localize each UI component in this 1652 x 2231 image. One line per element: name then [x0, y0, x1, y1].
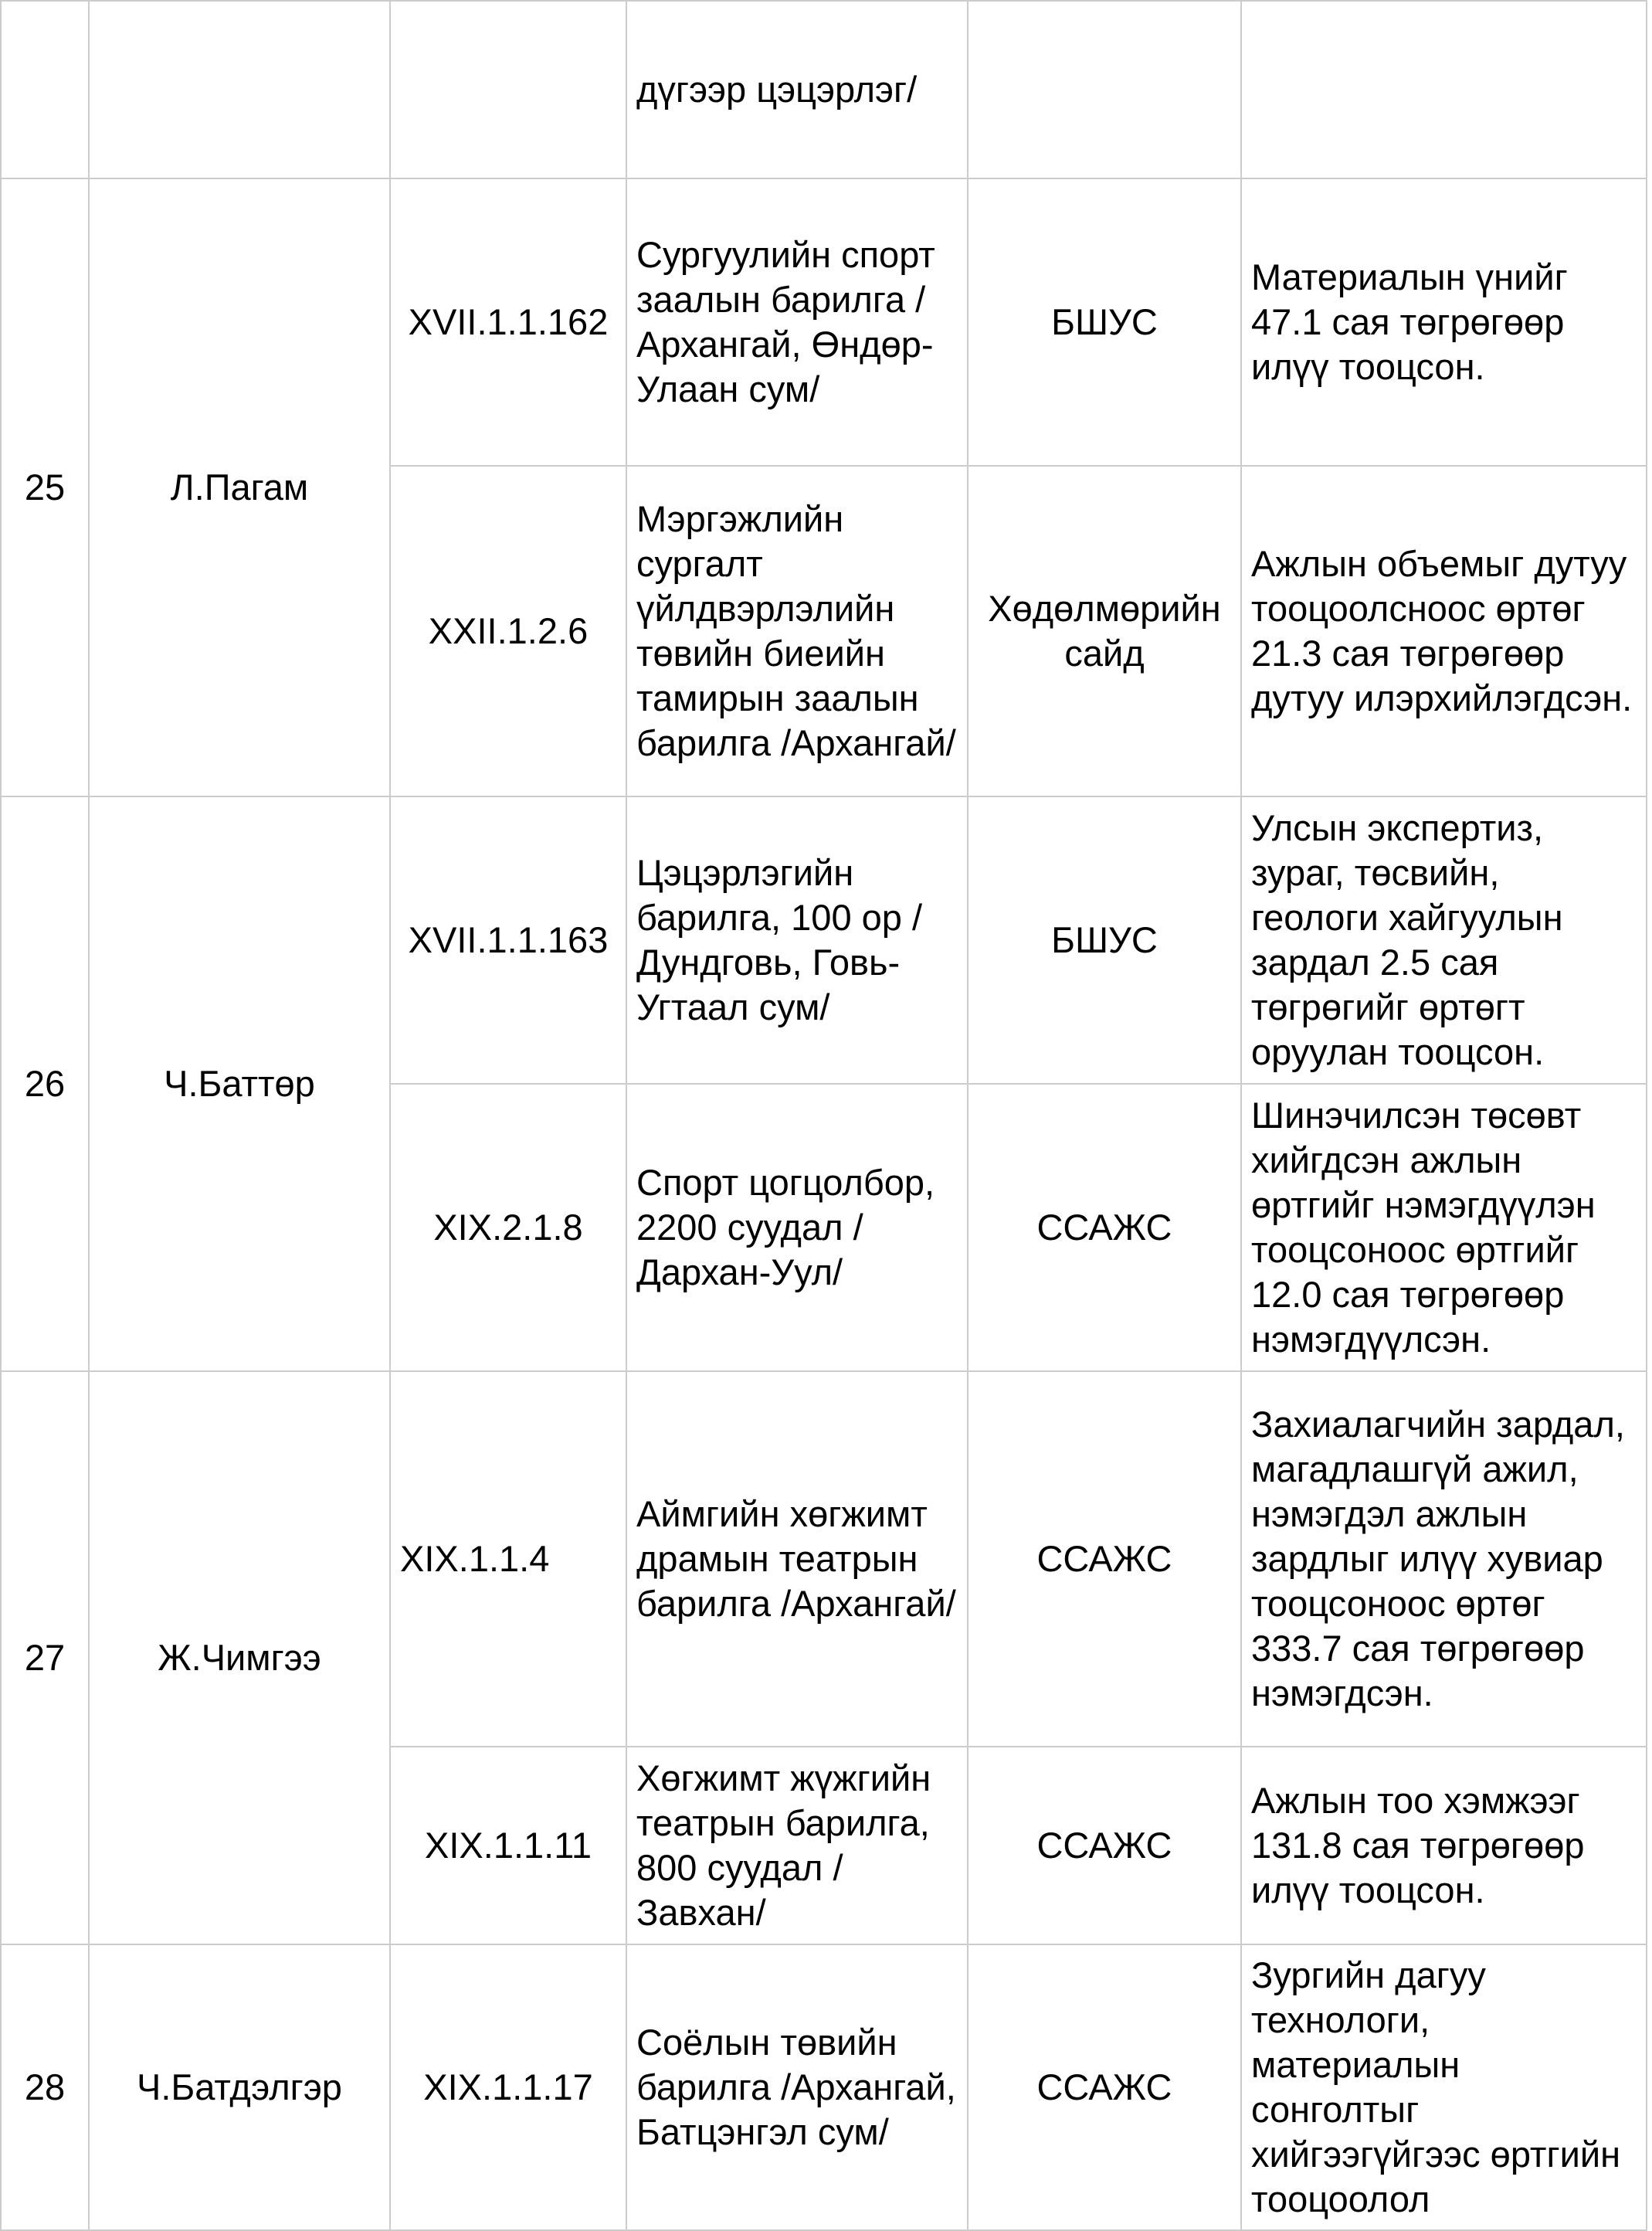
code-cell: XIX.1.1.11	[390, 1747, 626, 1944]
person-name-cell: Ч.Баттөр	[89, 796, 390, 1371]
note-cell: Ажлын объемыг дутуу тооцоолсноос өртөг 21.3 сая төгрөгөөр дутуу илэрхийлэгдсэн.	[1241, 466, 1647, 796]
project-cell: Соёлын төвийн барилга /Архангай, Батцэнгэл сум/	[626, 1944, 968, 2230]
code-cell: XVII.1.1.163	[390, 796, 626, 1084]
project-cell: Мэргэжлийн сургалт үйлдвэрлэлийн төвийн биеийн тамирын заалын барилга /Архангай/	[626, 466, 968, 796]
note-cell: Шинэчилсэн төсөвт хийгдсэн ажлын өртгийг нэмэгдүүлэн тооцсоноос өртгийг 12.0 сая төгрөгөөр нэмэгдүүлсэн.	[1241, 1084, 1647, 1371]
note-cell: Захиалагчийн зардал, магадлашгүй ажил, нэмэгдэл ажлын зардлыг илүү хувиар тооцсоноос өртөг 333.7 сая төгрөгөөр нэмэгдсэн.	[1241, 1371, 1647, 1747]
code-cell: XXII.1.2.6	[390, 466, 626, 796]
row-number-cell: 25	[1, 178, 89, 796]
note-cell: Улсын экспертиз, зураг, төсвийн, геологи хайгуулын зардал 2.5 сая төгрөгийг өртөгт оруулан тооцсон.	[1241, 796, 1647, 1084]
organization-cell: ССАЖС	[968, 1371, 1241, 1747]
table-row	[1, 1944, 1647, 2230]
table-row	[1, 1, 1647, 178]
code-cell: XIX.1.1.17	[390, 1944, 626, 2230]
organization-cell	[968, 1, 1241, 178]
code-cell	[390, 1, 626, 178]
project-cell: Спорт цогцолбор, 2200 суудал /Дархан-Уул/	[626, 1084, 968, 1371]
project-cell: Цэцэрлэгийн барилга, 100 ор /Дундговь, Говь-Угтаал сум/	[626, 796, 968, 1084]
organization-cell: БШУС	[968, 178, 1241, 466]
row-number-cell: 28	[1, 1944, 89, 2230]
person-name-cell: Ж.Чимгээ	[89, 1371, 390, 1944]
note-cell: Ажлын тоо хэмжээг 131.8 сая төгрөгөөр илүү тооцсон.	[1241, 1747, 1647, 1944]
project-cell: Хөгжимт жүжгийн театрын барилга, 800 суудал /Завхан/	[626, 1747, 968, 1944]
table-row	[1, 1371, 1647, 1747]
table-row	[1, 178, 1647, 466]
organization-cell: БШУС	[968, 796, 1241, 1084]
project-cell: Аймгийн хөгжимт драмын театрын барилга /Архангай/	[626, 1371, 968, 1747]
row-number-cell: 27	[1, 1371, 89, 1944]
person-name-cell	[89, 1, 390, 178]
person-name-cell: Л.Пагам	[89, 178, 390, 796]
row-number-cell	[1, 1, 89, 178]
project-cell: дүгээр цэцэрлэг/	[626, 1, 968, 178]
organization-cell: ССАЖС	[968, 1747, 1241, 1944]
code-cell: XIX.1.1.4	[390, 1371, 626, 1747]
organization-cell: ССАЖС	[968, 1944, 1241, 2230]
organization-cell: ССАЖС	[968, 1084, 1241, 1371]
person-name-cell: Ч.Батдэлгэр	[89, 1944, 390, 2230]
note-cell: Материалын үнийг 47.1 сая төгрөгөөр илүү тооцсон.	[1241, 178, 1647, 466]
note-cell: Зургийн дагуу технологи, материалын сонголтыг хийгээгүйгээс өртгийн тооцоолол	[1241, 1944, 1647, 2230]
organization-cell: Хөдөлмөрийн сайд	[968, 466, 1241, 796]
table-row	[1, 796, 1647, 1084]
code-cell: XVII.1.1.162	[390, 178, 626, 466]
project-cell: Сургуулийн спорт заалын барилга /Архангай, Өндөр-Улаан сум/	[626, 178, 968, 466]
row-number-cell: 26	[1, 796, 89, 1371]
note-cell	[1241, 1, 1647, 178]
code-cell: XIX.2.1.8	[390, 1084, 626, 1371]
